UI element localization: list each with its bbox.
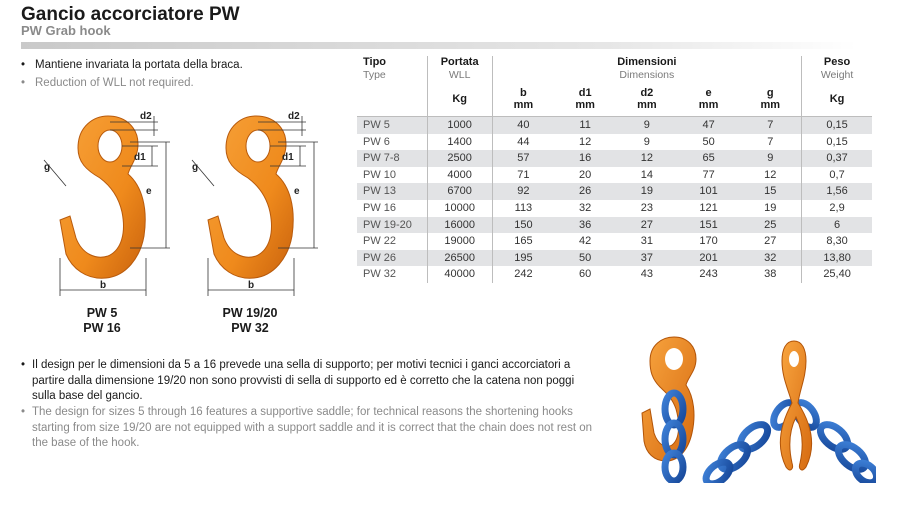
cell-d2: 9 bbox=[616, 117, 678, 134]
cell-e: 65 bbox=[678, 150, 740, 167]
cell-e: 47 bbox=[678, 117, 740, 134]
th-d1 bbox=[554, 82, 616, 117]
cell-peso: 13,80 bbox=[802, 250, 872, 267]
th-peso: Peso bbox=[802, 56, 872, 69]
th-mm: mm bbox=[698, 99, 719, 111]
cell-g: 25 bbox=[739, 217, 801, 234]
th-d2 bbox=[616, 82, 678, 117]
cell-b: 44 bbox=[492, 134, 554, 151]
th-b-label: b bbox=[520, 87, 527, 99]
cell-portata: 1000 bbox=[427, 117, 492, 134]
dim-e: e bbox=[146, 186, 152, 197]
dim-d2: d2 bbox=[288, 111, 300, 122]
cell-peso: 0,15 bbox=[802, 117, 872, 134]
cell-peso: 0,7 bbox=[802, 167, 872, 184]
spec-table bbox=[357, 56, 872, 283]
bullet-dot: • bbox=[21, 77, 26, 89]
cell-b: 57 bbox=[492, 150, 554, 167]
cell-portata: 4000 bbox=[427, 167, 492, 184]
cell-d1: 36 bbox=[554, 217, 616, 234]
th-e-label: e bbox=[705, 87, 712, 99]
bullet-dot: • bbox=[21, 406, 26, 418]
cell-portata: 2500 bbox=[427, 150, 492, 167]
cell-b: 92 bbox=[492, 183, 554, 200]
table-row bbox=[357, 217, 872, 234]
bullet-dot: • bbox=[21, 359, 26, 371]
cell-b: 71 bbox=[492, 167, 554, 184]
th-d1-label: d1 bbox=[578, 87, 592, 99]
cell-d1: 60 bbox=[579, 268, 592, 281]
cell-d2: 12 bbox=[616, 150, 678, 167]
cell-g: 27 bbox=[764, 235, 777, 248]
hook-drawing-pw19 bbox=[208, 116, 293, 278]
cell-e: 243 bbox=[699, 268, 718, 281]
dim-d2: d2 bbox=[140, 111, 152, 122]
cell-e: 50 bbox=[702, 135, 715, 148]
cell-tipo: PW 10 bbox=[363, 168, 397, 181]
dim-d1: d1 bbox=[282, 152, 294, 163]
cell-tipo: PW 7-8 bbox=[357, 150, 427, 167]
th-g bbox=[739, 82, 801, 117]
note-english bbox=[21, 405, 599, 452]
hook-label-pw5 bbox=[57, 306, 147, 336]
cell-tipo: PW 32 bbox=[363, 268, 397, 281]
dim-b: b bbox=[248, 280, 255, 291]
note-italian-text: Il design per le dimensioni da 5 a 16 prevede una sella di supporto; per motivi tecnici i ganci accorciatori a partire dalla dimensione 19/20 non sono provvisti di sella di supporto ed è corretto che la catena non poggi sulla base del gancio. bbox=[32, 359, 575, 402]
cell-d1: 50 bbox=[554, 250, 616, 267]
table-row bbox=[357, 183, 872, 200]
cell-portata: 6700 bbox=[427, 183, 492, 200]
table-header-row-en bbox=[357, 69, 872, 82]
cell-b: 165 bbox=[492, 233, 554, 250]
cell-d1: 16 bbox=[554, 150, 616, 167]
table-row bbox=[357, 250, 872, 267]
cell-d2: 14 bbox=[640, 168, 653, 181]
cell-b: 242 bbox=[492, 266, 554, 283]
table-row bbox=[357, 266, 872, 283]
spec-table-body bbox=[357, 117, 872, 283]
cell-d1: 12 bbox=[579, 135, 592, 148]
th-dimensioni: Dimensioni bbox=[492, 56, 802, 69]
cell-portata: 16000 bbox=[427, 217, 492, 234]
cell-portata: 40000 bbox=[427, 266, 492, 283]
cell-d1: 11 bbox=[554, 117, 616, 134]
cell-portata: 10000 bbox=[427, 200, 492, 217]
cell-portata: 26500 bbox=[427, 250, 492, 267]
cell-g: 19 bbox=[764, 201, 777, 214]
table-row bbox=[357, 117, 872, 134]
bullet-dot: • bbox=[21, 59, 26, 71]
bullet-english-text: Reduction of WLL not required. bbox=[35, 77, 194, 89]
bullet-italian-text: Mantiene invariata la portata della braca. bbox=[35, 59, 243, 71]
th-type: Type bbox=[363, 69, 386, 81]
cell-d2: 23 bbox=[640, 201, 653, 214]
cell-peso: 25,40 bbox=[802, 266, 872, 283]
page-subtitle: PW Grab hook bbox=[21, 23, 111, 38]
hook-label-line1: PW 19/20 bbox=[222, 306, 278, 320]
table-row bbox=[357, 200, 872, 217]
cell-tipo: PW 6 bbox=[363, 135, 390, 148]
cell-tipo: PW 13 bbox=[357, 183, 427, 200]
cell-b: 150 bbox=[492, 217, 554, 234]
cell-g: 38 bbox=[764, 268, 777, 281]
cell-d1: 26 bbox=[554, 183, 616, 200]
cell-tipo: PW 22 bbox=[363, 235, 397, 248]
cell-peso: 8,30 bbox=[802, 233, 872, 250]
cell-g: 32 bbox=[739, 250, 801, 267]
cell-peso: 0,15 bbox=[802, 134, 872, 151]
hook-label-line2: PW 16 bbox=[83, 321, 121, 335]
cell-d2: 27 bbox=[616, 217, 678, 234]
cell-g: 7 bbox=[739, 117, 801, 134]
cell-e: 170 bbox=[699, 235, 718, 248]
cell-tipo: PW 26 bbox=[357, 250, 427, 267]
bullet-italian bbox=[21, 58, 243, 73]
th-mm: mm bbox=[637, 99, 657, 111]
th-d2-label: d2 bbox=[640, 87, 654, 99]
cell-e: 101 bbox=[678, 183, 740, 200]
bullet-english bbox=[21, 76, 194, 91]
th-mm: mm bbox=[513, 99, 534, 111]
cell-tipo: PW 16 bbox=[363, 201, 397, 214]
dim-e: e bbox=[294, 186, 300, 197]
th-empty bbox=[357, 82, 427, 117]
cell-g: 7 bbox=[767, 135, 774, 148]
th-kg: Kg bbox=[427, 82, 492, 117]
th-mm: mm bbox=[575, 99, 595, 111]
dim-d1: d1 bbox=[134, 152, 146, 163]
cell-e: 201 bbox=[678, 250, 740, 267]
cell-e: 77 bbox=[702, 168, 715, 181]
cell-d2: 9 bbox=[643, 135, 650, 148]
cell-e: 151 bbox=[678, 217, 740, 234]
cell-g: 15 bbox=[739, 183, 801, 200]
th-mm: mm bbox=[760, 99, 781, 111]
table-header-row bbox=[357, 56, 872, 69]
hook-label-pw19 bbox=[205, 306, 295, 336]
th-dimensions: Dimensions bbox=[492, 69, 802, 82]
cell-peso: 2,9 bbox=[802, 200, 872, 217]
cell-peso: 1,56 bbox=[802, 183, 872, 200]
table-row bbox=[357, 150, 872, 167]
table-row bbox=[357, 134, 872, 151]
hook-chain-photo bbox=[616, 333, 876, 483]
header-bar bbox=[21, 42, 857, 49]
cell-b: 113 bbox=[492, 200, 554, 217]
dim-b: b bbox=[100, 280, 107, 291]
cell-g: 12 bbox=[764, 168, 777, 181]
hook-dimension-drawing bbox=[30, 108, 320, 304]
cell-d1: 32 bbox=[579, 201, 592, 214]
photo-chain-left bbox=[665, 393, 683, 481]
cell-tipo: PW 19-20 bbox=[357, 217, 427, 234]
hook-label-line1: PW 5 bbox=[86, 306, 118, 320]
th-e bbox=[678, 82, 740, 117]
dim-g: g bbox=[44, 162, 51, 173]
cell-peso: 6 bbox=[802, 217, 872, 234]
cell-portata: 1400 bbox=[427, 134, 492, 151]
cell-d2: 19 bbox=[616, 183, 678, 200]
cell-tipo: PW 5 bbox=[357, 117, 427, 134]
th-weight: Weight bbox=[802, 69, 872, 82]
cell-d2: 31 bbox=[640, 235, 653, 248]
cell-portata: 19000 bbox=[427, 233, 492, 250]
note-italian bbox=[21, 358, 599, 405]
cell-b: 40 bbox=[492, 117, 554, 134]
hook-label-line2: PW 32 bbox=[231, 321, 269, 335]
note-english-text: The design for sizes 5 through 16 features a supportive saddle; for technical reasons the shortening hooks starting from size 19/20 are not equipped with a support saddle and it is correct that the chain does not rest on the base of the hook. bbox=[32, 406, 592, 449]
cell-peso: 0,37 bbox=[802, 150, 872, 167]
cell-g: 9 bbox=[739, 150, 801, 167]
cell-b: 195 bbox=[492, 250, 554, 267]
cell-d2: 37 bbox=[616, 250, 678, 267]
th-peso-kg: Kg bbox=[802, 82, 872, 117]
cell-d2: 43 bbox=[640, 268, 653, 281]
th-g-label: g bbox=[766, 87, 774, 99]
th-tipo: Tipo bbox=[363, 56, 387, 68]
dim-g: g bbox=[192, 162, 199, 173]
table-header-row-units bbox=[357, 82, 872, 117]
cell-d1: 42 bbox=[579, 235, 592, 248]
cell-e: 121 bbox=[699, 201, 718, 214]
th-portata: Portata bbox=[427, 56, 492, 69]
page-title: Gancio accorciatore PW bbox=[21, 4, 240, 25]
hook-drawing-pw5 bbox=[60, 116, 145, 278]
table-row bbox=[357, 167, 872, 184]
cell-d1: 20 bbox=[579, 168, 592, 181]
th-b bbox=[492, 82, 554, 117]
th-wll: WLL bbox=[427, 69, 492, 82]
table-row bbox=[357, 233, 872, 250]
